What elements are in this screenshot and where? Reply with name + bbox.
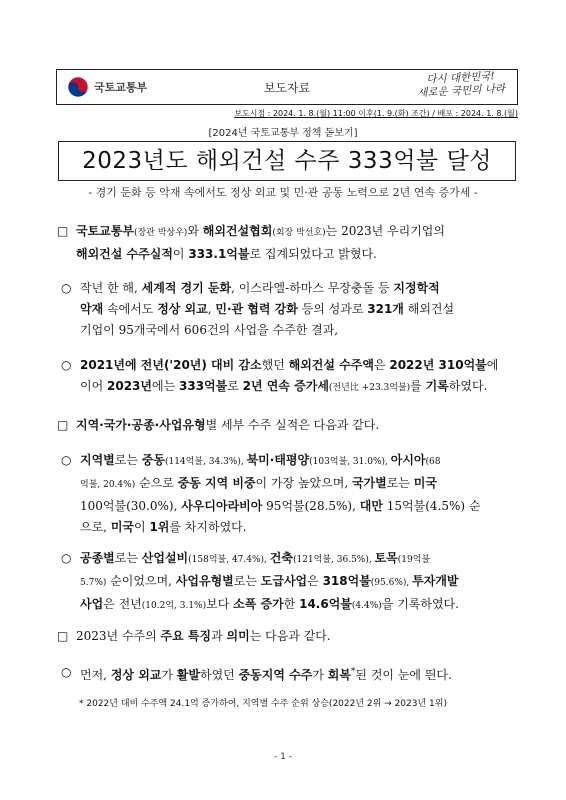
paragraph-6: 공종별로는 산업설비(158억불, 47.4%), 건축(121억불, 36.5%), 토목(19억불 5.7%) 순이었으며, 사업유형별로는 도급사업은 318억불(95.6%), 투자개발 사업은 전년(10.2억, 3.1%)보다 소폭 증가한 14.6억불(4.4%)을 기록하였다. <box>80 551 459 611</box>
press-header <box>56 69 518 105</box>
square-bullet: □ <box>57 418 69 432</box>
footnote: * 2022년 대비 수주액 24.1억 증가하여, 지역별 수주 순위 상승(2022년 2위 → 2023년 1위) <box>79 699 447 709</box>
page-number: - 1 - <box>274 752 292 762</box>
title-box <box>58 141 516 181</box>
embargo-info: 보도시점 : 2024. 1. 8.(월) 11:00 이후(1. 9.(화) 조간) / 배포 : 2024. 1. 8.(월) <box>234 109 518 118</box>
circle-bullet: ○ <box>61 551 72 565</box>
paragraph-4: 지역·국가·공종·사업유형별 세부 수주 실적은 다음과 같다. <box>76 418 380 432</box>
press-release-label: 보도자료 <box>263 81 311 95</box>
paragraph-1: 국토교통부(장관 박상우)와 해외건설협회(회장 박선호)는 2023년 우리기업의 해외건설 수주실적이 333.1억불로 집계되었다고 밝혔다. <box>76 224 445 261</box>
logo-text: 국토교통부 <box>94 81 148 94</box>
paragraph-5: 지역별로는 중동(114억불, 34.3%), 북미·태평양(103억불, 31.0%), 아시아(68 억불, 20.4%) 순으로 중동 지역 비중이 가장 높았으며, 국가별로는 미국 100억불(30.0%), 사우디아라비아 95억불(28.5%), 대만 15억불(4.5%) 순 으로, 미국이 1위를 차지하였다. <box>80 453 481 534</box>
circle-bullet: ○ <box>61 281 72 295</box>
square-bullet: □ <box>57 224 69 238</box>
page-title: 2023년도 해외건설 수주 333억불 달성 <box>82 148 492 174</box>
slogan-signature: 다시 대한민국! 새로운 국민의 나라 <box>417 70 506 100</box>
paragraph-3: 2021년에 전년('20년) 대비 감소했던 해외건설 수주액은 2022년 310억불에 이어 2023년에는 333억불로 2년 연속 증가세(전년比 +23.3억불)를 기록하였다. <box>80 358 499 393</box>
paragraph-8: 먼저, 정상 외교가 활발하였던 중동지역 수주가 회복*된 것이 눈에 띈다. <box>80 667 452 682</box>
series-label: [2024년 국토교통부 정책 돋보기] <box>208 128 358 139</box>
circle-bullet: ○ <box>61 665 72 679</box>
subtitle: - 경기 둔화 등 악재 속에서도 정상 외교 및 민·관 공동 노력으로 2년 연속 증가세 - <box>88 186 478 199</box>
paragraph-7: 2023년 수주의 주요 특징과 의미는 다음과 같다. <box>76 629 331 643</box>
circle-bullet: ○ <box>61 358 72 372</box>
square-bullet: □ <box>57 629 69 643</box>
paragraph-2: 작년 한 해, 세계적 경기 둔화, 이스라엘-하마스 무장충돌 등 지정학적 악재 속에서도 정상 외교, 민·관 협력 강화 등의 성과로 321개 해외건설 기업이 95개국에서 606건의 사업을 수주한 결과, <box>80 281 455 337</box>
circle-bullet: ○ <box>61 453 72 467</box>
